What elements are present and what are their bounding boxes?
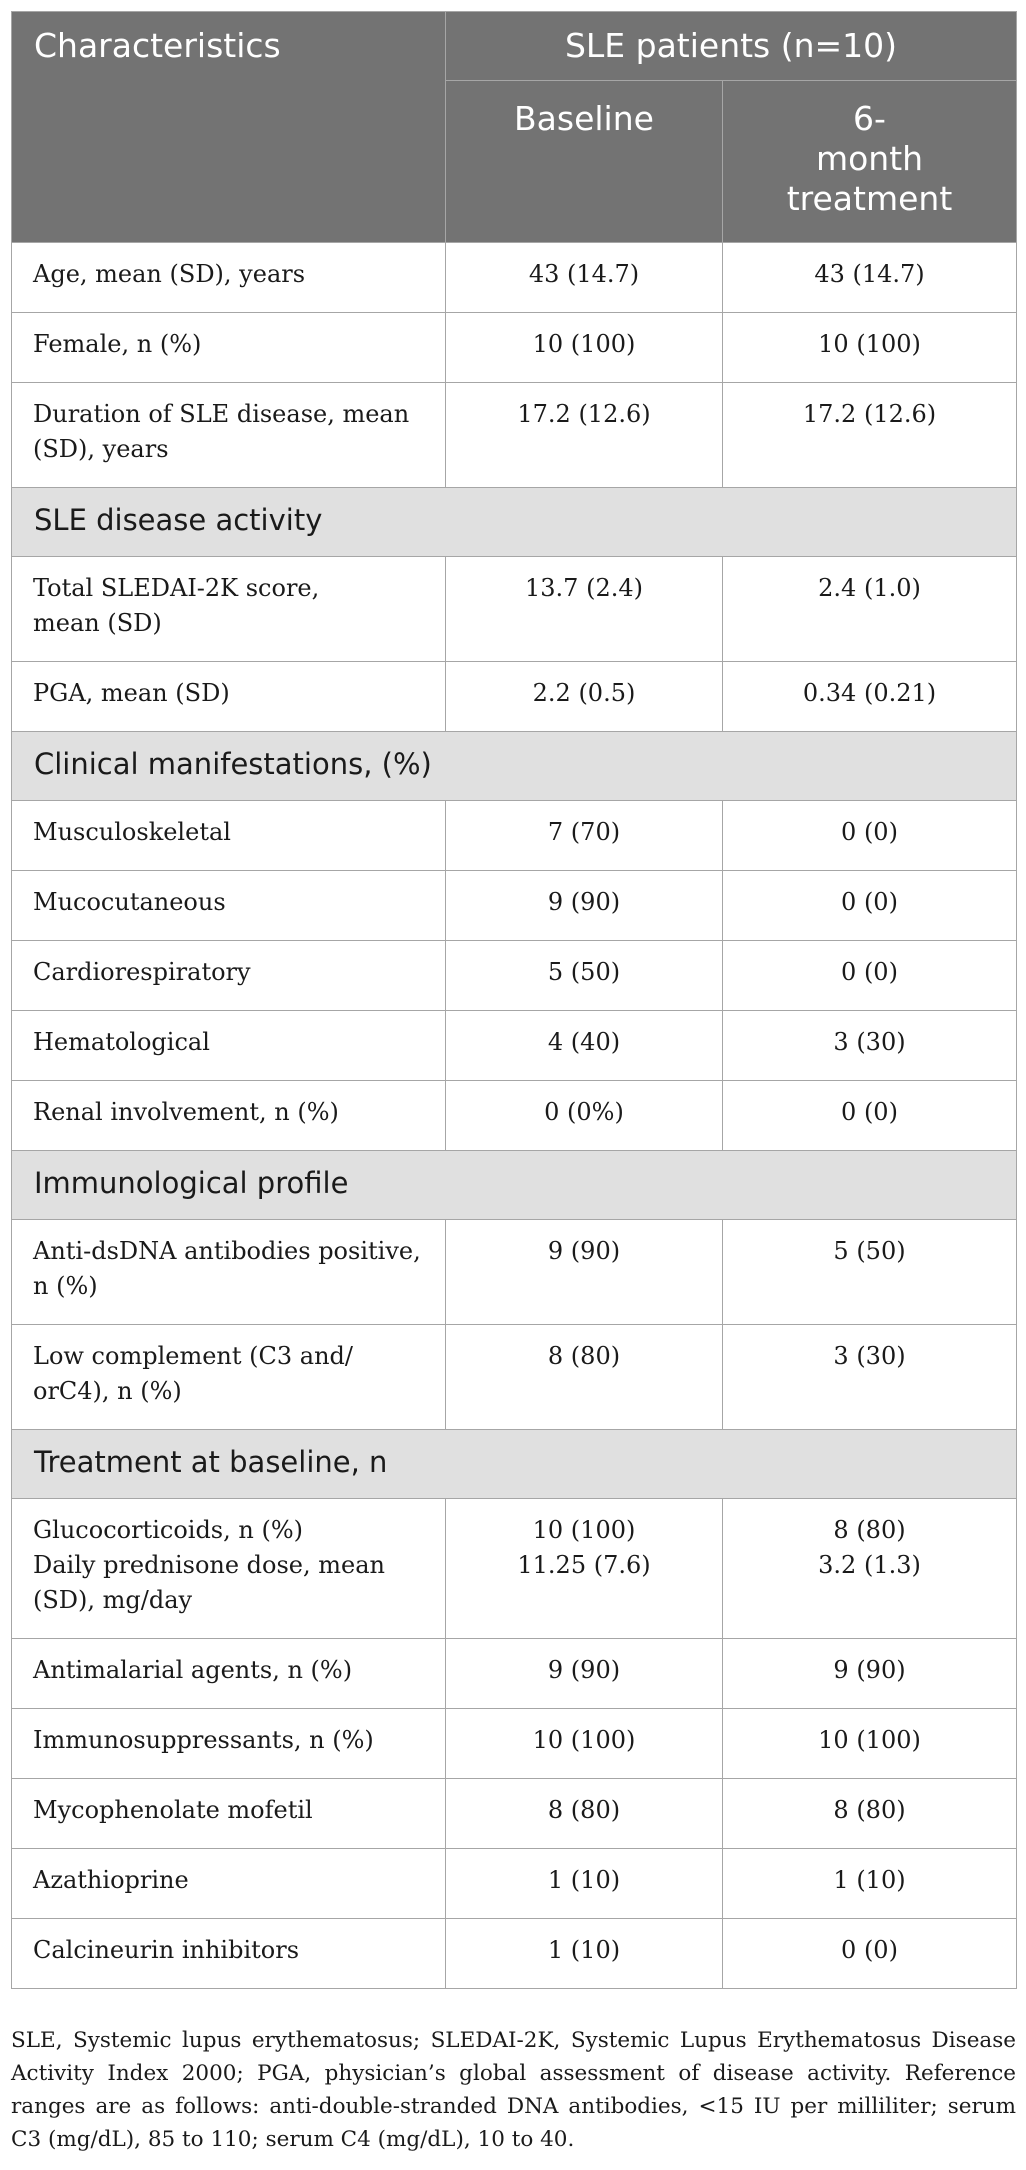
row-label: Immunosuppressants, n (%) <box>12 1709 446 1779</box>
table-row <box>12 871 1017 941</box>
table-row <box>12 662 1017 732</box>
section-label: Immunological profile <box>12 1151 1017 1220</box>
followup-value: 10 (100) <box>723 313 1017 383</box>
table-row <box>12 1325 1017 1430</box>
followup-value: 8 (80) 3.2 (1.3) <box>723 1499 1017 1639</box>
table-row <box>12 1849 1017 1919</box>
followup-value: 17.2 (12.6) <box>723 383 1017 488</box>
baseline-value: 0 (0%) <box>446 1081 723 1151</box>
table-row <box>12 1499 1017 1639</box>
baseline-value: 1 (10) <box>446 1849 723 1919</box>
baseline-value: 9 (90) <box>446 871 723 941</box>
followup-value: 0 (0) <box>723 871 1017 941</box>
row-label: Hematological <box>12 1011 446 1081</box>
followup-value: 3 (30) <box>723 1011 1017 1081</box>
baseline-value: 13.7 (2.4) <box>446 557 723 662</box>
followup-value: 0.34 (0.21) <box>723 662 1017 732</box>
row-label: Glucocorticoids, n (%) Daily prednisone dose, mean (SD), mg/day <box>12 1499 446 1639</box>
row-label: Antimalarial agents, n (%) <box>12 1639 446 1709</box>
row-label: Renal involvement, n (%) <box>12 1081 446 1151</box>
followup-value: 43 (14.7) <box>723 243 1017 313</box>
header-row-1 <box>12 12 1017 81</box>
row-label: Cardiorespiratory <box>12 941 446 1011</box>
followup-value: 1 (10) <box>723 1849 1017 1919</box>
characteristics-table <box>11 11 1017 1989</box>
followup-value: 0 (0) <box>723 1919 1017 1989</box>
row-label: Mucocutaneous <box>12 871 446 941</box>
section-label: Clinical manifestations, (%) <box>12 732 1017 801</box>
followup-value: 8 (80) <box>723 1779 1017 1849</box>
table-row <box>12 801 1017 871</box>
row-label: Azathioprine <box>12 1849 446 1919</box>
followup-value: 0 (0) <box>723 941 1017 1011</box>
table-row <box>12 557 1017 662</box>
followup-value: 9 (90) <box>723 1639 1017 1709</box>
section-label: SLE disease activity <box>12 488 1017 557</box>
baseline-value: 10 (100) <box>446 313 723 383</box>
followup-value: 10 (100) <box>723 1709 1017 1779</box>
section-row <box>12 1151 1017 1220</box>
baseline-value: 7 (70) <box>446 801 723 871</box>
section-label: Treatment at baseline, n <box>12 1430 1017 1499</box>
table-footnote: SLE, Systemic lupus erythematosus; SLEDAI-2K, Systemic Lupus Erythematosus Disease Activity Index 2000; PGA, physician’s global assessment of disease activity. Reference ranges are as follows: anti-double-stranded DNA antibodies, <15 IU per milliliter; serum C3 (mg/dL), 85 to 110; serum C4 (mg/dL), 10 to 40. <box>11 2028 1016 2152</box>
table-row <box>12 1709 1017 1779</box>
table-row <box>12 313 1017 383</box>
table-row <box>12 1220 1017 1325</box>
section-row <box>12 1430 1017 1499</box>
table-row <box>12 383 1017 488</box>
row-label: PGA, mean (SD) <box>12 662 446 732</box>
row-label: Mycophenolate mofetil <box>12 1779 446 1849</box>
followup-value: 2.4 (1.0) <box>723 557 1017 662</box>
followup-value: 5 (50) <box>723 1220 1017 1325</box>
section-row <box>12 732 1017 801</box>
table-row <box>12 1919 1017 1989</box>
row-label: Low complement (C3 and/ orC4), n (%) <box>12 1325 446 1430</box>
section-row <box>12 488 1017 557</box>
table-container <box>11 11 1016 1989</box>
row-label: Total SLEDAI-2K score, mean (SD) <box>12 557 446 662</box>
table-row <box>12 1011 1017 1081</box>
header-characteristics: Characteristics <box>12 12 446 243</box>
baseline-value: 8 (80) <box>446 1325 723 1430</box>
row-label: Anti-dsDNA antibodies positive, n (%) <box>12 1220 446 1325</box>
baseline-value: 8 (80) <box>446 1779 723 1849</box>
row-label: Musculoskeletal <box>12 801 446 871</box>
row-label: Female, n (%) <box>12 313 446 383</box>
table-row <box>12 1779 1017 1849</box>
table-row <box>12 243 1017 313</box>
baseline-value: 2.2 (0.5) <box>446 662 723 732</box>
header-baseline: Baseline <box>446 81 723 243</box>
table-body <box>12 243 1017 1989</box>
row-label: Duration of SLE disease, mean (SD), years <box>12 383 446 488</box>
baseline-value: 1 (10) <box>446 1919 723 1989</box>
header-group: SLE patients (n=10) <box>446 12 1017 81</box>
baseline-value: 4 (40) <box>446 1011 723 1081</box>
baseline-value: 9 (90) <box>446 1639 723 1709</box>
followup-value: 3 (30) <box>723 1325 1017 1430</box>
followup-value: 0 (0) <box>723 1081 1017 1151</box>
baseline-value: 9 (90) <box>446 1220 723 1325</box>
header-followup: 6- month treatment <box>723 81 1017 243</box>
baseline-value: 10 (100) <box>446 1709 723 1779</box>
followup-value: 0 (0) <box>723 801 1017 871</box>
table-row <box>12 941 1017 1011</box>
row-label: Calcineurin inhibitors <box>12 1919 446 1989</box>
table-row <box>12 1639 1017 1709</box>
baseline-value: 17.2 (12.6) <box>446 383 723 488</box>
table-row <box>12 1081 1017 1151</box>
baseline-value: 43 (14.7) <box>446 243 723 313</box>
row-label: Age, mean (SD), years <box>12 243 446 313</box>
baseline-value: 5 (50) <box>446 941 723 1011</box>
baseline-value: 10 (100) 11.25 (7.6) <box>446 1499 723 1639</box>
